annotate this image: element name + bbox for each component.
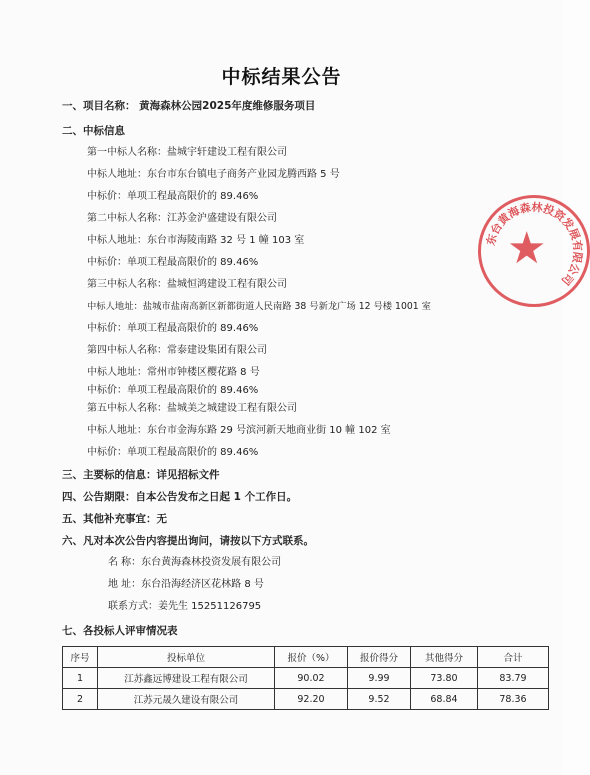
col-header-total: 合计 (478, 647, 549, 668)
cell-other-score: 73.80 (411, 668, 478, 689)
contact-name: 名 称：东台黄海森林投资发展有限公司 (108, 557, 282, 568)
cell-bidder: 江苏鑫远博建设工程有限公司 (98, 668, 275, 689)
cell-quote-score: 9.99 (348, 668, 411, 689)
table-row (63, 689, 549, 710)
winner-2-address: 中标人地址：东台市海陵南路 32 号 1 幢 103 室 (87, 235, 305, 246)
cell-bidder: 江苏元晟久建设有限公司 (98, 689, 275, 710)
winner-4-price: 中标价：单项工程最高限价的 89.46% (87, 385, 259, 396)
col-header-other-score: 其他得分 (411, 647, 478, 668)
table-row (63, 668, 549, 689)
cell-total: 78.36 (478, 689, 549, 710)
cell-other-score: 68.84 (411, 689, 478, 710)
section-main-subject: 三、主要标的信息：详见招标文件 (62, 469, 220, 481)
seal-star-icon: ★ (507, 223, 547, 274)
winner-4-name: 第四中标人名称：常泰建设集团有限公司 (87, 345, 267, 356)
cell-quote: 92.20 (275, 689, 348, 710)
page-title: 中标结果公告 (221, 66, 342, 88)
table-header-row (63, 647, 549, 668)
cell-quote: 90.02 (275, 668, 348, 689)
section-other-matters: 五、其他补充事宜：无 (62, 513, 167, 525)
section-notice-period: 四、公告期限：自本公告发布之日起 1 个工作日。 (62, 491, 298, 503)
winner-1-address: 中标人地址：东台市东台镇电子商务产业园龙腾西路 5 号 (87, 169, 340, 180)
section-bid-evaluation: 七、各投标人评审情况表 (62, 625, 178, 637)
company-seal (478, 195, 590, 307)
winner-1-price: 中标价：单项工程最高限价的 89.46% (87, 191, 259, 202)
winner-2-price: 中标价：单项工程最高限价的 89.46% (87, 257, 259, 268)
col-header-quote: 报价（%） (275, 647, 348, 668)
winner-3-price: 中标价：单项工程最高限价的 89.46% (87, 323, 259, 334)
section-winner-info: 二、中标信息 (62, 125, 125, 137)
col-header-bidder: 投标单位 (98, 647, 275, 668)
contact-address: 地 址：东台沿海经济区花林路 8 号 (108, 579, 264, 590)
section-project-name: 一、项目名称： 黄海森林公园2025年度维修服务项目 (62, 100, 316, 112)
winner-4-address: 中标人地址：常州市钟楼区樱花路 8 号 (87, 367, 260, 378)
section-contact: 六、凡对本次公告内容提出询问，请按以下方式联系。 (62, 535, 314, 547)
winner-5-name: 第五中标人名称：盐城美之城建设工程有限公司 (87, 403, 297, 414)
winner-1-name: 第一中标人名称：盐城宇轩建设工程有限公司 (87, 147, 287, 158)
cell-index: 1 (63, 668, 98, 689)
col-header-quote-score: 报价得分 (348, 647, 411, 668)
winner-3-address: 中标人地址：盐城市盐南高新区新都街道人民南路 38 号新龙广场 12 号楼 1001 室 (87, 301, 431, 312)
contact-phone: 联系方式：姜先生 15251126795 (108, 601, 262, 612)
cell-quote-score: 9.52 (348, 689, 411, 710)
cell-index: 2 (63, 689, 98, 710)
winner-3-name: 第三中标人名称：盐城恒鸿建设工程有限公司 (87, 279, 287, 290)
winner-2-name: 第二中标人名称：江苏金沪盛建设有限公司 (87, 213, 277, 224)
evaluation-table (62, 646, 549, 710)
winner-5-address: 中标人地址：东台市金海东路 29 号滨河新天地商业街 10 幢 102 室 (87, 425, 391, 436)
seal-text: 东台黄海森林投资发展有限公司 (484, 200, 585, 288)
cell-total: 83.79 (478, 668, 549, 689)
col-header-index: 序号 (63, 647, 98, 668)
winner-5-price: 中标价：单项工程最高限价的 89.46% (87, 447, 259, 458)
